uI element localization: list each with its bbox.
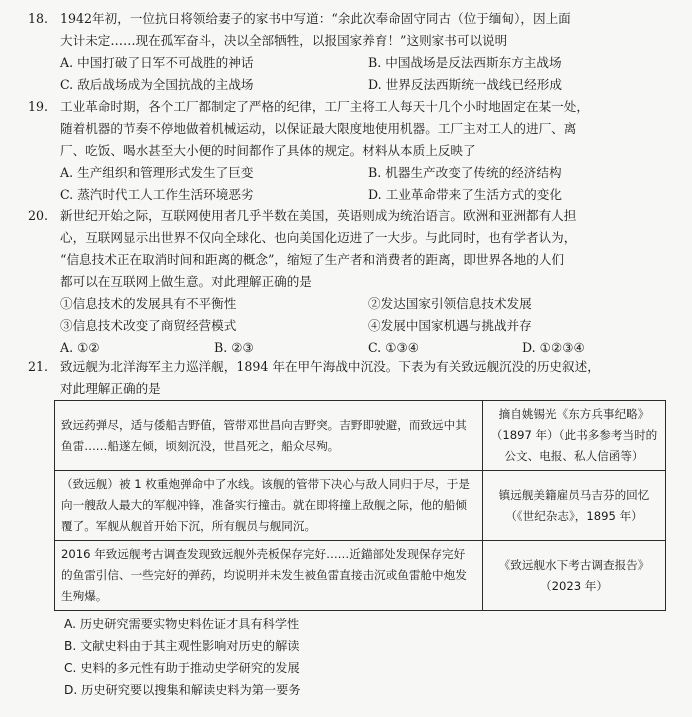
question-stem-line: 心，互联网显示出世界不仅向全球化、也向美国化迈进了一大步。与此同时，也有学者认为，: [60, 230, 577, 245]
question-stem-line: 大计未定……现在孤军奋斗，决以全部牺牲，以报国家养育！”这则家书可以说明: [60, 33, 508, 48]
question-stem-line: 都可以在互联网上做生意。对此理解正确的是: [60, 274, 312, 289]
option-a[interactable]: A. 生产组织和管理形式发生了巨变: [60, 165, 254, 180]
option-d[interactable]: D. ①②③④: [522, 340, 585, 355]
option-a[interactable]: A. ①②: [60, 340, 100, 355]
options-row: [28, 184, 668, 206]
option-a[interactable]: A. 历史研究需要实物史料佐证才具有科学性: [64, 617, 300, 631]
source-table: [54, 400, 666, 611]
question-stem-line: “信息技术正在取消时间和距离的概念”，缩短了生产者和消费者的距离，即世界各地的人们: [60, 252, 565, 267]
statements-row: [28, 293, 668, 315]
options-row: [28, 74, 668, 96]
statements-row: [28, 315, 668, 337]
question-stem-line: 1942年初，一位抗日将领给妻子的家书中写道：“余此次奉命固守同古（位于缅甸），因上面: [60, 11, 571, 26]
question-19: [28, 96, 668, 206]
option-d[interactable]: D. 工业革命带来了生活方式的变化: [368, 187, 562, 202]
option-b[interactable]: B. ②③: [214, 340, 254, 355]
statement-2: ②发达国家引领信息技术发展: [368, 296, 532, 311]
table-cell-text: 2016 年致远舰考古调查发现致远舰外壳板保存完好……近錨部处发现保存完好的鱼雷引信、一些完好的弹药，均说明并未发生被鱼雷直接击沉或鱼雷舱中炮发生殉爆。: [55, 541, 483, 611]
table-row: [55, 471, 666, 541]
option-c[interactable]: C. 史料的多元性有助于推动史学研究的发展: [64, 661, 300, 675]
statement-1: ①信息技术的发展具有不平衡性: [60, 296, 237, 311]
table-row: [55, 541, 666, 611]
option-d[interactable]: D. 历史研究要以搜集和解读史料为第一要务: [64, 683, 301, 697]
question-stem-line: 随着机器的节奏不停地做着机械运动，以保证最大限度地使用机器。工厂主对工人的进厂、离: [60, 121, 577, 136]
option-a[interactable]: A. 中国打破了日军不可战胜的神话: [60, 55, 254, 70]
question-number: 19.: [28, 99, 49, 114]
statement-4: ④发展中国家机遇与挑战并存: [368, 318, 532, 333]
table-cell-text: 致远药弹尽，适与倭船吉野值，管带邓世昌向吉野突。吉野即驶避，而致远中其鱼雷……船遂左倾，顷刻沉没，世昌死之，船众尽殉。: [55, 401, 483, 471]
statement-3: ③信息技术改变了商贸经营模式: [60, 318, 237, 333]
question-21: [28, 356, 668, 400]
option-c[interactable]: C. 敌后战场成为全国抗战的主战场: [60, 77, 254, 92]
table-cell-text: （致远舰）被 1 枚重炮弹命中了水线。该舰的管带下决心与敌人同归于尽，于是向一艘敌人最大的军舰冲锋，准备实行撞击。就在即将撞上敌舰之际，他的船倾覆了。军舰从舰首开始下沉，所有舰员与舰同沉。: [55, 471, 483, 541]
question-20: [28, 205, 668, 359]
table-cell-source: 摘自姚锡光《东方兵事纪略》（1897 年）（此书多参考当时的公文、电报、私人信函等）: [483, 401, 666, 471]
option-b[interactable]: B. 中国战场是反法西斯东方主战场: [368, 55, 562, 70]
option-c[interactable]: C. 蒸汽时代工人工作生活环境恶劣: [60, 187, 254, 202]
option-d[interactable]: D. 世界反法西斯统一战线已经形成: [368, 77, 562, 92]
question-18: [28, 8, 668, 96]
question-stem-line: 厂、吃饭、喝水甚至大小便的时间都作了具体的规定。材料从本质上反映了: [60, 143, 476, 158]
table-row: [55, 401, 666, 471]
options-row: [28, 52, 668, 74]
question-number: 18.: [28, 11, 49, 26]
question-number: 21.: [28, 359, 49, 374]
option-b[interactable]: B. 文献史料由于其主观性影响对历史的解读: [64, 639, 300, 653]
option-b[interactable]: B. 机器生产改变了传统的经济结构: [368, 165, 562, 180]
options-row: [28, 162, 668, 184]
question-stem-line: 致远舰为北洋海军主力巡洋舰，1894 年在甲午海战中沉没。下表为有关致远舰沉没的历史叙述，: [60, 359, 600, 374]
question-stem-line: 新世纪开始之际，互联网使用者几乎半数在美国，英语则成为统治语言。欧洲和亚洲都有人担: [60, 208, 577, 223]
question-stem-line: 对此理解正确的是: [60, 381, 161, 396]
table-cell-source: 镇远舰美籍雇员马吉芬的回忆（《世纪杂志》，1895 年）: [483, 471, 666, 541]
option-c[interactable]: C. ①③④: [368, 340, 420, 355]
question-stem-line: 工业革命时期，各个工厂都制定了严格的纪律，工厂主将工人每天十几个小时地固定在某一处，: [60, 99, 589, 114]
table-cell-source: 《致远舰水下考古调查报告》（2023 年）: [483, 541, 666, 611]
question-number: 20.: [28, 208, 49, 223]
